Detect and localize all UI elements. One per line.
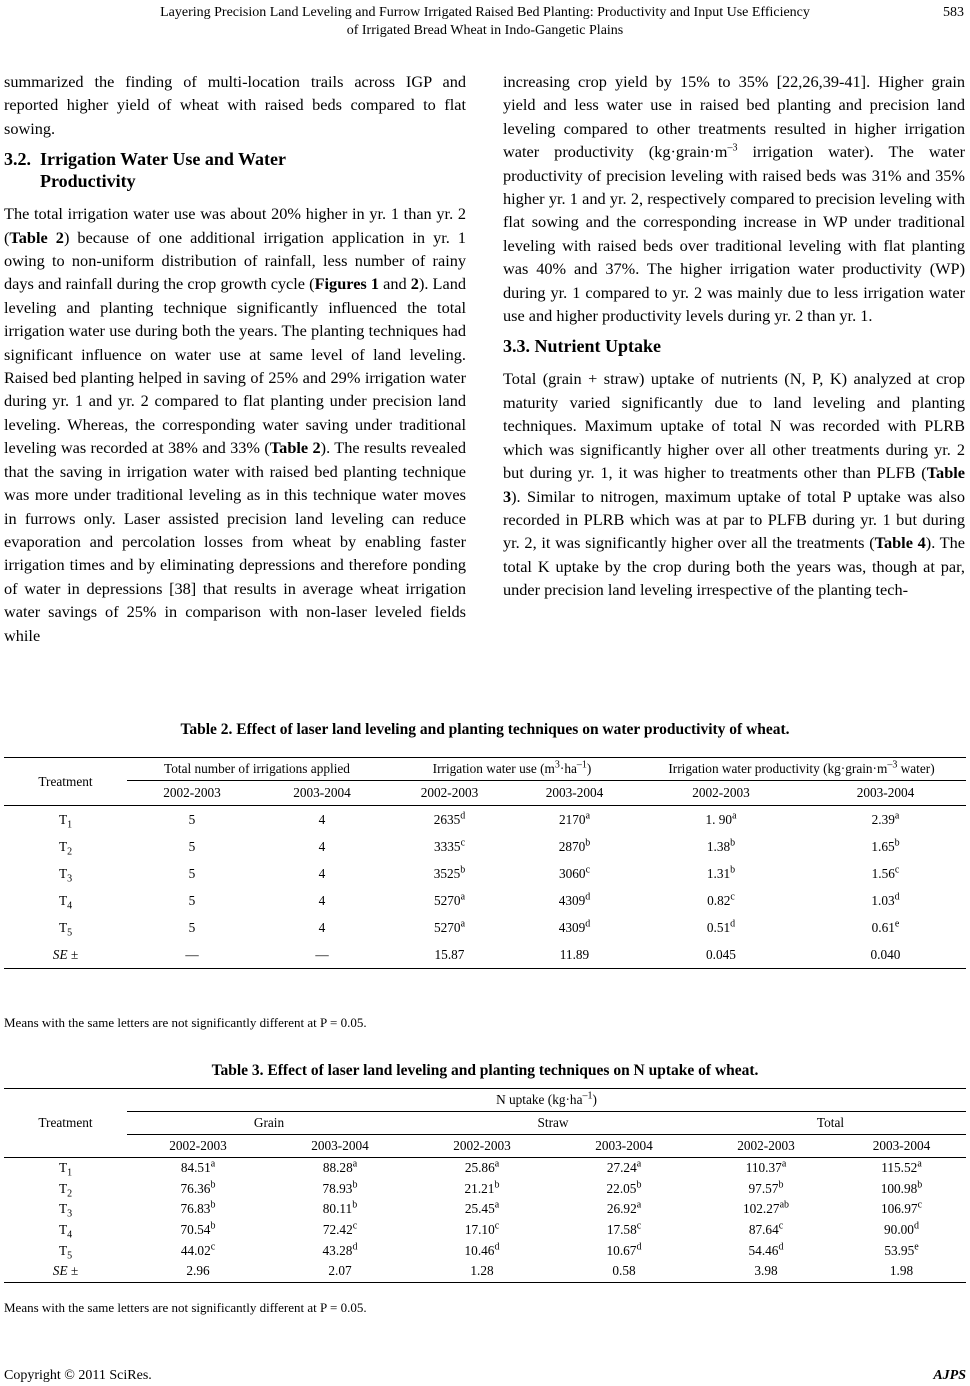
right-paragraph-1 <box>503 70 965 327</box>
value-cell: 27.24$^a$ <box>606 1158 642 1176</box>
table-2-ref[interactable]: Table 2 <box>9 227 64 247</box>
value-cell: 84.51$^a$ <box>180 1158 216 1176</box>
value-cell: 102.27$^{ab}$ <box>742 1200 790 1217</box>
page-footer <box>4 1368 966 1384</box>
treatment-cell: $T_1$ <box>58 1160 73 1179</box>
value-cell: 17.58$^c$ <box>606 1220 642 1238</box>
table-row <box>4 914 966 941</box>
year-header: 2003-2004 <box>269 1135 411 1158</box>
value-cell: 17.10$^c$ <box>464 1220 500 1238</box>
value-cell: 4 <box>318 892 326 908</box>
value-cell: 100.98$^b$ <box>880 1179 923 1196</box>
value-cell: 53.95e <box>884 1241 919 1258</box>
superscript: –3 <box>727 142 738 154</box>
table-2-se-row <box>4 941 966 969</box>
value-cell: 25.45$^a$ <box>464 1200 500 1217</box>
value-cell: 43.28$^d$ <box>322 1241 358 1258</box>
journal-abbrev: AJPS <box>933 1368 966 1383</box>
se-label: SE ± <box>4 941 127 969</box>
right-paragraph-2 <box>503 367 965 601</box>
year-header: 2002-2003 <box>695 1135 837 1158</box>
value-cell: 44.02$^c$ <box>180 1241 216 1258</box>
value-cell: 78.93$^b$ <box>322 1179 358 1196</box>
value-cell: 5270$^a$ <box>433 891 466 908</box>
value-cell: 26.92$^a$ <box>606 1200 642 1217</box>
value-cell: 3525$^b$ <box>433 864 466 881</box>
table-2-ref[interactable]: Table 2 <box>269 438 321 458</box>
se-cell: 0.040 <box>805 941 966 969</box>
value-cell: 115.52$^a$ <box>881 1158 922 1176</box>
value-cell: 1.56$^c$ <box>871 864 900 881</box>
value-cell: 1.03$^d$ <box>871 891 900 908</box>
left-paragraph-2 <box>4 202 466 647</box>
table-4-ref[interactable]: Table 4 <box>874 533 926 553</box>
year-header: 2003-2004 <box>553 1135 695 1158</box>
header-title-line2: of Irrigated Bread Wheat in Indo-Gangetic Plains <box>346 23 624 38</box>
table-row <box>4 1158 966 1179</box>
text-run: ). Land leveling and planting technique significantly influenced the total irrigation water use during both the years. The planting techniques had significant influence on water use at same level of land leveling. Raised bed planting helped in saving of 25% and 29% irrigation water during yr. 1 and yr. 2 compared to flat planting under precision land leveling. Whereas, the corresponding water saving under traditional leveling was recorded at 38% and 33% ( <box>4 274 467 458</box>
page-number: 583 <box>943 5 964 20</box>
year-header: 2002-2003 <box>637 781 805 806</box>
running-header <box>0 4 970 40</box>
value-cell: 76.36$^b$ <box>180 1179 216 1196</box>
value-cell: 10.46$^d$ <box>464 1241 500 1258</box>
table-2 <box>4 757 966 969</box>
treatment-cell: $T_1$ <box>58 811 73 831</box>
table-2-body <box>4 806 966 942</box>
text-run: ). The results revealed that the saving in irrigation water with raised bed planting technique was more under traditional leveling as in this technique water moves in furrows only. Laser assisted precision land leveling can reduce evaporation and percolation losses from wheat by enabling faster irrigation times and by eliminating depressions and therefore ponding of water in depressions [38] that results in average wheat irrigation water savings of 25% in comparison with non-laser leveled fields while <box>4 438 466 645</box>
table-3 <box>4 1088 966 1283</box>
table-3-caption: Table 3. Effect of laser land leveling and planting techniques on N uptake of wheat. <box>211 1062 759 1079</box>
value-cell: 0.61e <box>871 918 900 935</box>
table-3-note: Means with the same letters are not significantly different at P = 0.05. <box>4 1300 367 1315</box>
treatment-cell: $T_3$ <box>58 1201 73 1221</box>
right-column <box>503 70 965 602</box>
table-3-ref[interactable]: Table 3 <box>503 463 965 506</box>
value-cell: 87.64$^c$ <box>748 1220 784 1238</box>
value-cell: 2870$^b$ <box>558 837 591 854</box>
n-uptake-header: N uptake $(kg\cdot ha^{-1})$ <box>127 1089 966 1112</box>
table-3-body <box>4 1158 966 1261</box>
treatment-header: Treatment <box>4 1089 127 1158</box>
water-use-header: Irrigation water use $(m^3\cdot ha^{-1})$ <box>387 758 637 781</box>
table-3-group-header <box>4 1112 966 1135</box>
se-cell: — <box>127 941 257 969</box>
se-cell: 11.89 <box>512 941 637 969</box>
section-heading-3-2 <box>4 148 466 192</box>
year-header: 2002-2003 <box>127 781 257 806</box>
value-cell: 3060$^c$ <box>558 864 591 881</box>
se-cell: — <box>257 941 387 969</box>
table-2-note: Means with the same letters are not significantly different at P = 0.05. <box>4 1015 367 1030</box>
value-cell: 22.05$^b$ <box>606 1179 642 1196</box>
text-run: ). The total K uptake by the crop during both the years was, though at par, under precision land leveling irrespective of the planting tech- <box>503 533 965 600</box>
value-cell: 5270$^a$ <box>433 918 466 935</box>
grain-header: Grain <box>127 1112 411 1135</box>
value-cell: 4 <box>318 838 326 854</box>
text-run: and <box>379 274 411 294</box>
value-cell: 2635$^d$ <box>433 810 466 827</box>
se-cell: 1.28 <box>411 1261 553 1282</box>
value-cell: 76.83$^b$ <box>180 1200 216 1217</box>
value-cell: 90.00$^d$ <box>884 1220 919 1238</box>
value-cell: 4 <box>318 865 326 881</box>
year-header: 2002-2003 <box>387 781 512 806</box>
table-row <box>4 887 966 914</box>
table-row <box>4 833 966 860</box>
value-cell: 21.21$^b$ <box>464 1179 500 1196</box>
section-title-line1: Irrigation Water Use and Water <box>40 149 286 170</box>
left-paragraph-1: summarized the finding of multi-location trails across IGP and reported higher yield of wheat with raised beds compared to flat sowing. <box>4 72 466 138</box>
treatment-cell: $T_2$ <box>58 1180 73 1200</box>
value-cell: 1.65$^b$ <box>871 837 900 854</box>
text-run: Total (grain + straw) uptake of nutrients (N, P, K) analyzed at crop maturity varied significantly due to land leveling and planting techniques. Maximum uptake of total N was recorded with PLRB which was significantly higher over all other treatments during yr. 2 but during yr. 1, it was higher to treatments other than PLFB ( <box>503 369 965 483</box>
treatment-cell: $T_4$ <box>58 1222 73 1241</box>
value-cell: 1.38$^b$ <box>706 837 736 854</box>
treatment-cell: $T_4$ <box>58 892 73 912</box>
table-row <box>4 1199 966 1220</box>
table-2-year-header <box>4 781 966 806</box>
value-cell: 4309$^d$ <box>558 918 591 935</box>
section-title-line2: Productivity <box>40 171 136 192</box>
value-cell: 5 <box>188 919 196 935</box>
text-run: irrigation water). The water productivity of precision leveling with raised beds was 31% and 35% higher yr. 1 and yr. 2, respectively compared to precision leveling with flat sowing and the corresponding increase in WP under traditional leveling with raised beds over traditional leveling with flat planting was 40% and 37%. The higher irrigation water productivity (WP) during yr. 1 compared to yr. 2 was mainly due to less irrigation water use and higher productivity levels during yr. 2 than yr. 1. <box>503 142 965 326</box>
irrigations-applied-header: Total number of irrigations applied <box>127 758 387 781</box>
value-cell: 80.11$^b$ <box>322 1200 358 1217</box>
text-run: increasing crop yield by 15% to 35% [22,26,39-41]. Higher grain yield and less water use in raised bed planting and precision land leveling compared to other treatments resulted in higher irrigation water productivity (kg·grain·m <box>503 72 965 162</box>
value-cell: 1. 90$^a$ <box>705 810 737 827</box>
value-cell: 3335$^c$ <box>433 837 466 854</box>
se-label: SE ± <box>4 1261 127 1282</box>
se-cell: 3.98 <box>695 1261 837 1282</box>
value-cell: 97.57$^b$ <box>748 1179 784 1196</box>
year-header: 2002-2003 <box>127 1135 269 1158</box>
total-header: Total <box>695 1112 966 1135</box>
value-cell: 2170$^a$ <box>558 810 591 827</box>
value-cell: 0.82$^c$ <box>707 891 735 908</box>
value-cell: 0.51$^d$ <box>706 918 736 935</box>
se-cell: 1.98 <box>837 1261 966 1282</box>
water-productivity-header: Irrigation water productivity ($kg\cdot grain\cdot m^{-3}$ water) <box>637 758 966 781</box>
value-cell: 5 <box>188 865 196 881</box>
table-row <box>4 860 966 887</box>
straw-header: Straw <box>411 1112 695 1135</box>
treatment-cell: $T_5$ <box>58 919 73 939</box>
table-2-caption: Table 2. Effect of laser land leveling and planting techniques on water productivity of wheat. <box>180 721 790 738</box>
year-header: 2002-2003 <box>411 1135 553 1158</box>
year-header: 2003-2004 <box>512 781 637 806</box>
text-run: The total irrigation water use was about 20% higher in yr. 1 than yr. 2 ( <box>4 204 466 247</box>
year-header: 2003-2004 <box>837 1135 966 1158</box>
left-column <box>4 70 466 647</box>
value-cell: 54.46$^d$ <box>748 1241 784 1258</box>
copyright-notice: Copyright © 2011 SciRes. <box>4 1368 152 1383</box>
table-row <box>4 1179 966 1200</box>
section-heading-3-3: 3.3. Nutrient Uptake <box>503 336 661 357</box>
value-cell: 5 <box>188 892 196 908</box>
table-3-super-header <box>4 1089 966 1112</box>
value-cell: 4 <box>318 919 326 935</box>
value-cell: 10.67$^d$ <box>606 1241 642 1258</box>
section-number: 3.2. <box>4 149 31 170</box>
value-cell: 4309$^d$ <box>558 891 591 908</box>
text-run: ) because of one additional irrigation application in yr. 1 owing to non-uniform distribution of rainfall, less number of rainy days and rainfall during the crop growth cycle ( <box>4 227 466 294</box>
se-cell: 2.07 <box>269 1261 411 1282</box>
treatment-cell: $T_3$ <box>58 865 73 885</box>
value-cell: 1.31$^b$ <box>706 864 736 881</box>
value-cell: 110.37$^a$ <box>745 1158 787 1176</box>
header-title-line1: Layering Precision Land Leveling and Furrow Irrigated Raised Bed Planting: Productivity and Input Use Efficiency <box>160 5 810 20</box>
se-cell: 2.96 <box>127 1261 269 1282</box>
table-row <box>4 1240 966 1261</box>
figure-2-ref[interactable]: 2 <box>410 274 419 294</box>
value-cell: 70.54$^b$ <box>180 1220 216 1238</box>
value-cell: 2.39$^a$ <box>871 810 900 827</box>
se-cell: 15.87 <box>387 941 512 969</box>
value-cell: 106.97$^c$ <box>880 1200 923 1217</box>
treatment-cell: $T_2$ <box>58 838 73 858</box>
treatment-header: Treatment <box>4 758 127 806</box>
table-3-se-row <box>4 1261 966 1282</box>
se-cell: 0.045 <box>637 941 805 969</box>
value-cell: 5 <box>188 811 196 827</box>
se-cell: 0.58 <box>553 1261 695 1282</box>
text-run: ). Similar to nitrogen, maximum uptake of total P uptake was also recorded in PLRB which was at par to PLFB during yr. 1 but during yr. 2, it was significantly higher over all the treatments ( <box>503 486 965 553</box>
year-header: 2003-2004 <box>805 781 966 806</box>
value-cell: 25.86$^a$ <box>464 1158 500 1176</box>
table-2-group-header <box>4 758 966 781</box>
value-cell: 5 <box>188 838 196 854</box>
table-row <box>4 806 966 834</box>
treatment-cell: $T_5$ <box>58 1242 73 1262</box>
value-cell: 88.28$^a$ <box>322 1158 358 1176</box>
year-header: 2003-2004 <box>257 781 387 806</box>
figure-1-ref[interactable]: Figures 1 <box>314 274 380 294</box>
table-row <box>4 1220 966 1241</box>
table-3-year-header <box>4 1135 966 1158</box>
value-cell: 4 <box>318 811 326 827</box>
value-cell: 72.42$^c$ <box>322 1220 358 1238</box>
